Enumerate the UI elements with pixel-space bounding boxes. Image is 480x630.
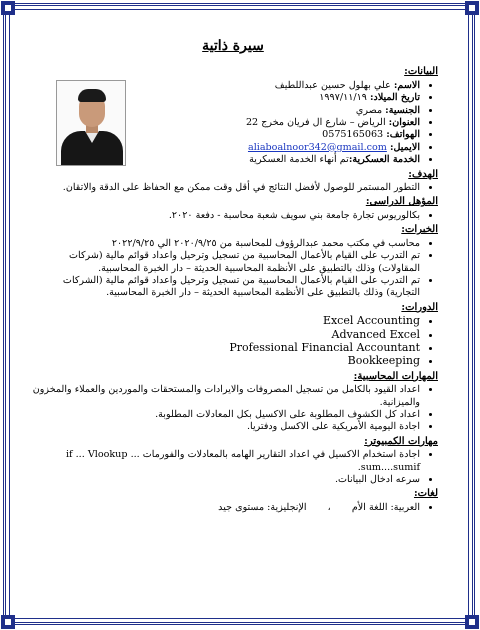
list-item: • الجنسية: مصري: [200, 105, 420, 117]
corner-ornament: [1, 615, 15, 629]
list-item: • Excel Accounting: [28, 315, 420, 328]
courses-list: [28, 315, 438, 369]
section-heading-objective: الهدف:: [408, 168, 438, 180]
languages-list: [28, 502, 438, 514]
section-heading-accounting-skills: المهارات المحاسبية:: [353, 370, 438, 382]
list-item: • تم التدرب على القيام بالأعمال المحاسبية من تسجيل وترحيل واعداد قوائم مالية (شركات المقاولات) وذلك بالتطبيق على الأنظمة المحاسبية الحديثة – دار الخبرة المحاسبية.: [28, 250, 420, 275]
list-item: • سرعه ادخال البيانات.: [28, 474, 420, 486]
personal-info-list: [200, 80, 438, 167]
language-separator: ،: [327, 501, 331, 513]
list-item: • Advanced Excel: [28, 329, 420, 342]
list-item: • اجادة استخدام الاكسيل في اعداد التقارير الهامه بالمعادلات والفورمات ... if ... Vlookup sum....sumif.: [28, 449, 420, 474]
section-heading-education: المؤهل الدراسى:: [365, 196, 438, 208]
corner-ornament: [1, 1, 15, 15]
list-item: • اعداد القيود بالكامل من تسجيل المصروفات والايرادات والمستحقات والموردين والعملاء والمخزون والميزانية.: [28, 384, 420, 409]
education-list: [28, 210, 438, 222]
section-heading-courses: الدورات:: [401, 301, 438, 313]
objective-list: [28, 182, 438, 194]
list-item: • محاسب في مكتب محمد عبدالرؤوف للمحاسبة من ٢٠٢٠/٩/٢٥ الي ٢٠٢٢/٩/٢٥: [28, 238, 420, 250]
accounting-skills-list: [28, 384, 438, 434]
list-item: [28, 502, 420, 514]
page-title: سيرة ذاتية: [202, 38, 264, 54]
language-english: الإنجليزية: مستوى جيد: [218, 501, 307, 513]
list-item: • تاريخ الميلاد: ١٩٩٧/١١/١٩: [200, 92, 420, 104]
section-heading-computer-skills: مهارات الكمبيوتر:: [364, 435, 438, 447]
list-item: • اعداد كل الكشوف المطلوبة على الاكسيل بكل المعادلات المطلوبة.: [28, 409, 420, 421]
list-item: • العنوان: الرياض – شارع ال فريان مخرج 22: [200, 117, 420, 129]
list-item: • التطور المستمر للوصول لأفضل النتائج في أقل وقت ممكن مع الحفاظ على الدقة والاتقان.: [28, 182, 420, 194]
list-item: • Bookkeeping: [28, 355, 420, 368]
section-heading-experience: الخبرات:: [401, 224, 438, 236]
cv-document: [28, 40, 438, 514]
email-link[interactable]: aliaboalnoor342@gmail.com: [247, 141, 387, 153]
list-item: • الاسم: علي بهلول حسين عبداللطيف: [200, 80, 420, 92]
corner-ornament: [465, 615, 479, 629]
corner-ornament: [465, 1, 479, 15]
section-heading-personal: البيانات:: [404, 66, 438, 78]
experience-list: [28, 238, 438, 300]
list-item: • Professional Financial Accountant: [28, 342, 420, 355]
list-item: • تم التدرب على القيام بالأعمال المحاسبية من تسجيل وترحيل واعداد قوائم مالية (الشركات التجارية) وذلك بالتطبيق على الأنظمة المحاسبية الحديثة – دار الخبرة المحاسبية.: [28, 275, 420, 300]
list-item: • الهواتف: 0575165063: [200, 129, 420, 141]
list-item: • الايميل: aliaboalnoor342@gmail.com: [200, 142, 420, 154]
section-heading-languages: لغات:: [413, 488, 438, 500]
list-item: • الخدمة العسكرية:تم أنهاء الخدمة العسكرية: [200, 154, 420, 166]
computer-skills-list: [28, 449, 438, 486]
list-item: • بكالوريوس تجارة جامعة بني سويف شعبة محاسبة - دفعة ٢٠٢٠.: [28, 210, 420, 222]
list-item: • اجادة اليومية الأمريكية على الاكسل ودفتريا.: [28, 421, 420, 433]
language-arabic: العربية: اللغة الأم: [351, 501, 420, 513]
